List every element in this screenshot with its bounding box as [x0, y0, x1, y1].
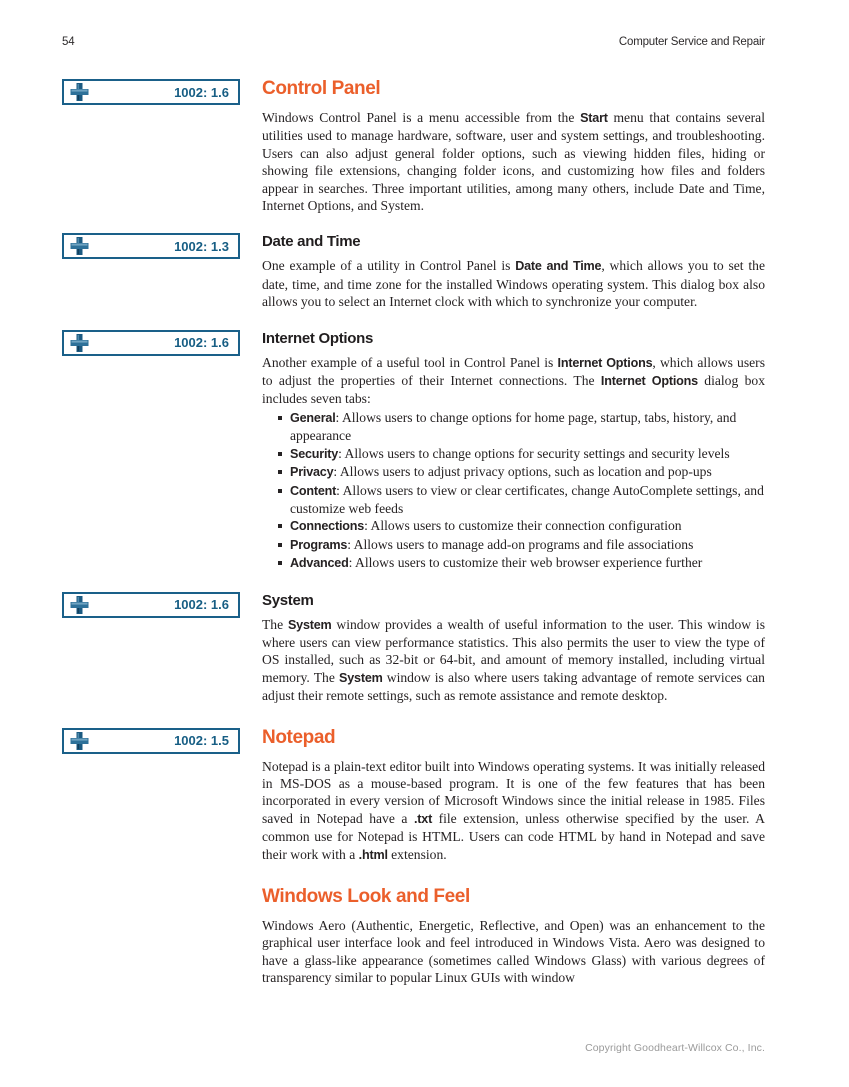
objective-badge — [62, 79, 240, 105]
bold-term: Internet Options — [557, 355, 653, 370]
text-run: menu that contains several utilities used to manage hardware, software, user and system settings, and troubleshooting. Users can also adjust general folder options, such as viewing hidden files, hiding or showing file extensions, changing folder icons, and customizing how files and folders appear in searches. Three important utilities, among many others, include Date and Time, Internet Options, and System. — [262, 110, 765, 214]
list-item — [262, 445, 765, 463]
bold-term: Programs — [290, 537, 348, 552]
text-run: extension. — [387, 846, 447, 862]
bold-term: Connections — [290, 519, 365, 534]
footer — [585, 1042, 765, 1054]
bold-term: System — [287, 617, 332, 632]
bold-term: Start — [580, 111, 608, 125]
bullet-text — [290, 409, 765, 445]
text-run: : Allows users to change options for security settings and security levels — [338, 445, 730, 461]
plus-icon — [69, 595, 90, 615]
section-date-and-time — [174, 232, 765, 310]
bold-term: Privacy — [290, 465, 334, 480]
paragraph — [262, 109, 765, 214]
text-run: file extension, unless otherwise specified by the user. A common use for Notepad is HTML. Users can code HTML by hand in Notepad and save their work with a — [262, 810, 765, 862]
paragraph — [262, 257, 765, 310]
heading-notepad: Notepad — [262, 726, 336, 748]
running-header — [62, 36, 765, 48]
paragraph — [262, 616, 765, 705]
bold-term: .txt — [413, 811, 433, 826]
tab-list — [262, 409, 765, 573]
heading-control-panel: Control Panel — [262, 78, 381, 99]
paragraph — [262, 354, 765, 408]
footer-copyright: Copyright Goodheart-Willcox Co., Inc. — [585, 1042, 765, 1054]
objective-badge — [62, 233, 240, 259]
bullet-square-icon — [278, 543, 290, 547]
text-run: : Allows users to view or clear certificates, change AutoComplete settings, and customize web feeds — [290, 482, 764, 516]
bold-term: Internet Options — [600, 374, 698, 389]
bold-term: Security — [290, 446, 339, 461]
objective-number: 1002: 1.6 — [174, 84, 229, 100]
objective-badge — [62, 728, 240, 754]
bold-term: Advanced — [290, 556, 349, 571]
list-item — [262, 409, 765, 445]
bullet-text — [290, 536, 765, 554]
heading-windows-look-and-feel: Windows Look and Feel — [262, 886, 470, 907]
text-run: Another example of a useful tool in Control Panel is — [262, 354, 558, 370]
text-run: Windows Aero (Authentic, Energetic, Reflective, and Open) was an enhancement to the graphical user interface look and feel introduced in Windows Vista. Aero was designed to have a glass-like appearance (sometimes called Windows Glass) with various degrees of transparency similar to popular Linux GUIs with window — [262, 918, 765, 986]
heading-internet-options: Internet Options — [262, 329, 374, 347]
page-number: 54 — [62, 36, 75, 48]
paragraph — [262, 917, 765, 987]
text-run: : Allows users to customize their web browser experience further — [348, 555, 703, 571]
list-item — [262, 517, 765, 535]
text-run: , which allows you to set the date, time, and time zone for the installed Windows operating system. This dialog box also allows you to select an Internet clock with which to synchronize your computer. — [262, 258, 765, 310]
list-item — [262, 463, 765, 481]
running-head-title: Computer Service and Repair — [618, 36, 765, 48]
objective-badge — [62, 330, 240, 356]
section-notepad — [174, 726, 765, 864]
heading-system: System — [262, 591, 314, 609]
bold-term: Date and Time — [515, 259, 602, 274]
bullet-square-icon — [278, 489, 290, 493]
objective-number: 1002: 1.6 — [174, 597, 229, 613]
list-item — [262, 554, 765, 572]
section-windows-look-and-feel — [262, 886, 765, 987]
list-item — [262, 536, 765, 554]
plus-icon — [69, 82, 90, 102]
list-item — [262, 482, 765, 518]
objective-number: 1002: 1.6 — [174, 335, 229, 351]
heading-date-and-time: Date and Time — [262, 233, 361, 251]
text-run: Notepad is a plain-text editor built into Windows operating systems. It was initially released in MS-DOS as a mouse-based program. It is one of the few features that has been incorporated in every version of Microsoft Windows since the initial release in 1985. Files saved in Notepad have a — [262, 758, 765, 826]
bullet-square-icon — [278, 524, 290, 528]
bold-term: System — [339, 670, 383, 685]
text-run: One example of a utility in Control Panel is — [262, 258, 516, 274]
content-column — [174, 78, 765, 987]
text-run: dialog box includes seven tabs: — [262, 373, 765, 407]
objective-number: 1002: 1.3 — [174, 238, 229, 254]
bullet-text — [290, 554, 765, 572]
objective-number: 1002: 1.5 — [174, 733, 229, 749]
bullet-text — [290, 445, 765, 463]
section-internet-options — [174, 329, 765, 573]
bullet-square-icon — [278, 561, 290, 565]
paragraph — [262, 758, 765, 864]
bullet-text — [290, 482, 765, 518]
bold-term: General — [290, 410, 336, 425]
bullet-square-icon — [278, 416, 290, 420]
objective-badge — [62, 592, 240, 618]
section-control-panel — [174, 78, 765, 214]
text-run: , which allows users to adjust the properties of their Internet connections. The — [262, 354, 765, 389]
bold-term: Content — [290, 483, 337, 498]
text-run: Windows Control Panel is a menu accessible from the — [262, 110, 581, 125]
text-run: : Allows users to customize their connection configuration — [364, 518, 682, 534]
plus-icon — [69, 731, 90, 751]
plus-icon — [69, 236, 90, 256]
text-run: window is also where users taking advantage of remote services can adjust their remote settings, such as remote assistance and remote desktop. — [262, 669, 765, 704]
text-run: The — [262, 616, 288, 632]
text-run: : Allows users to adjust privacy options, such as location and pop-ups — [333, 464, 712, 480]
text-run: window provides a wealth of useful information to the user. This window is where users can view performance statistics. This also permits the user to view the type of OS installed, such as 32-bit or 64-bit, and amount of memory installed, including virtual memory. The — [262, 616, 765, 685]
section-system — [174, 591, 765, 705]
bullet-text — [290, 463, 765, 481]
plus-icon — [69, 333, 90, 353]
text-run: : Allows users to manage add-on programs and file associations — [347, 536, 694, 552]
text-run: : Allows users to change options for home page, startup, tabs, history, and appearance — [290, 409, 737, 444]
bullet-square-icon — [278, 452, 290, 456]
bullet-text — [290, 517, 765, 535]
bullet-square-icon — [278, 470, 290, 474]
bold-term: .html — [358, 847, 388, 862]
